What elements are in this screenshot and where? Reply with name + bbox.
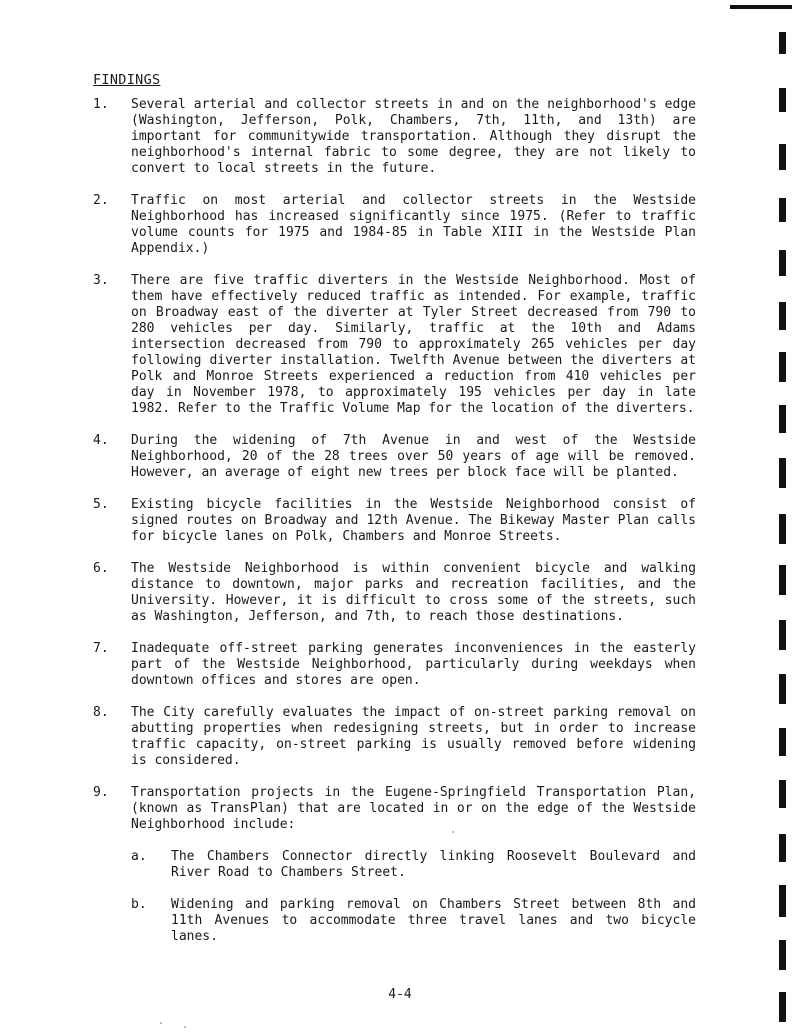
finding-number: 4. (93, 433, 109, 448)
edge-mark (779, 32, 786, 54)
document-page (93, 72, 696, 961)
finding-item (93, 433, 696, 481)
finding-number: 3. (93, 273, 109, 288)
edge-mark (779, 674, 786, 704)
edge-mark (779, 728, 786, 756)
finding-item (93, 193, 696, 257)
sub-item-text: Widening and parking removal on Chambers Street between 8th and 11th Avenues to accommodate three travel lanes and two bicycle lanes. (171, 897, 696, 944)
finding-number: 6. (93, 561, 109, 576)
finding-number: 5. (93, 497, 109, 512)
edge-mark (779, 458, 786, 488)
edge-mark (779, 88, 786, 112)
edge-mark (779, 514, 786, 544)
finding-item (93, 97, 696, 177)
finding-text: Several arterial and collector streets in and on the neighborhood's edge (Washington, Jefferson, Polk, Chambers, 7th, 11th, and 13th) are important for communitywide transportation. Although they disrupt the neighborhood's internal fabric to some degree, they are not likely to convert to local streets in the future. (131, 97, 696, 176)
section-heading: FINDINGS (93, 72, 161, 88)
finding-item (93, 273, 696, 417)
edge-mark (779, 565, 786, 595)
sub-item (131, 849, 696, 881)
edge-mark (779, 302, 786, 330)
edge-mark (779, 780, 786, 808)
sub-item (131, 897, 696, 945)
edge-mark (779, 940, 786, 970)
scan-speck (160, 1022, 162, 1024)
finding-text: Inadequate off-street parking generates inconveniences in the easterly part of the Westside Neighborhood, particularly during weekdays when downtown offices and stores are open. (131, 641, 696, 688)
finding-text: There are five traffic diverters in the Westside Neighborhood. Most of them have effectively reduced traffic as intended. For example, traffic on Broadway east of the diverter at Tyler Street decreased from 790 to 280 vehicles per day. Similarly, traffic at the 10th and Adams intersection decreased from 790 to approximately 265 vehicles per day following diverter installation. Twelfth Avenue between the diverters at Polk and Monroe Streets experienced a reduction from 410 vehicles per day in November 1978, to approximately 195 vehicles per day in late 1982. Refer to the Traffic Volume Map for the location of the diverters. (131, 273, 696, 416)
binding-edge-marks (770, 0, 800, 1035)
finding-item (93, 497, 696, 545)
finding-item (93, 561, 696, 625)
scan-speck (452, 831, 454, 833)
finding-text: Transportation projects in the Eugene-Springfield Transportation Plan, (known as TransPlan) that are located in or on the edge of the Westside Neighborhood include: (131, 785, 696, 832)
finding-number: 7. (93, 641, 109, 656)
page-number: 4-4 (388, 987, 412, 1002)
edge-mark (779, 834, 786, 862)
edge-mark (779, 198, 786, 222)
edge-mark (779, 352, 786, 382)
sub-item-letter: b. (131, 897, 147, 912)
finding-item (93, 705, 696, 769)
edge-mark (779, 620, 786, 650)
finding-item (93, 641, 696, 689)
finding-text: The City carefully evaluates the impact of on-street parking removal on abutting properties when redesigning streets, but in order to increase traffic capacity, on-street parking is usually removed before widening is considered. (131, 705, 696, 768)
finding-number: 2. (93, 193, 109, 208)
finding-text: Existing bicycle facilities in the Westside Neighborhood consist of signed routes on Broadway and 12th Avenue. The Bikeway Master Plan calls for bicycle lanes on Polk, Chambers and Monroe Streets. (131, 497, 696, 544)
scan-speck (184, 1026, 186, 1028)
finding-number: 9. (93, 785, 109, 800)
edge-mark (779, 405, 786, 433)
sub-item-text: The Chambers Connector directly linking Roosevelt Boulevard and River Road to Chambers Street. (171, 849, 696, 880)
finding-body (131, 785, 696, 945)
finding-item (93, 785, 696, 945)
finding-text: Traffic on most arterial and collector streets in the Westside Neighborhood has increased significantly since 1975. (Refer to traffic volume counts for 1975 and 1984-85 in Table XIII in the Westside Plan Appendix.) (131, 193, 696, 256)
edge-mark (779, 144, 786, 170)
edge-mark (779, 250, 786, 276)
finding-number: 1. (93, 97, 109, 112)
edge-mark (779, 885, 786, 917)
finding-number: 8. (93, 705, 109, 720)
sub-item-letter: a. (131, 849, 147, 864)
finding-text: The Westside Neighborhood is within convenient bicycle and walking distance to downtown, major parks and recreation facilities, and the University. However, it is difficult to cross some of the streets, such as Washington, Jefferson, and 7th, to reach those destinations. (131, 561, 696, 624)
finding-text: During the widening of 7th Avenue in and west of the Westside Neighborhood, 20 of the 28 trees over 50 years of age will be removed. However, an average of eight new trees per block face will be planted. (131, 433, 696, 480)
